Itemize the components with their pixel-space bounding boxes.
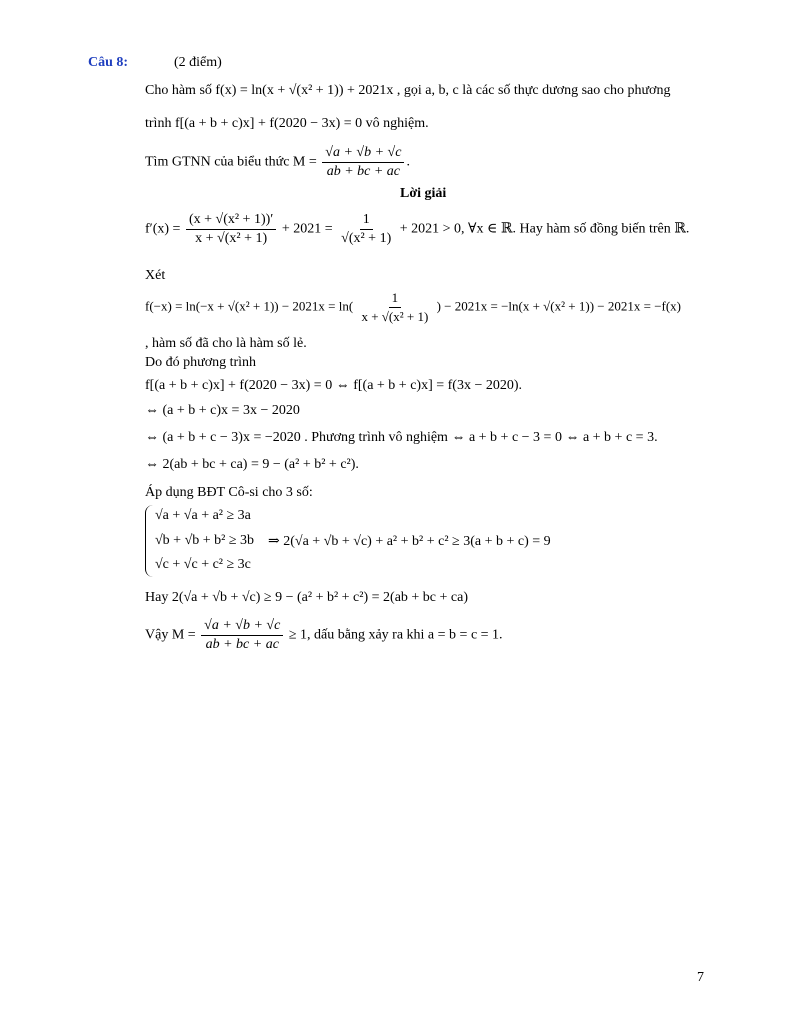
derivative-rhs: + 2021 > 0, ∀x ∈ ℝ. Hay hàm số đồng biến trên ℝ.: [399, 221, 690, 237]
system-row-2: √b + √b + b² ≥ 3b: [155, 533, 255, 548]
problem-line-3: Tìm GTNN của biểu thức M = $\frac{√a + √b + √c}{ab + bc + ac}$ .: [145, 145, 410, 179]
system-brace: [145, 505, 154, 577]
problem-line-3-prefix: Tìm GTNN của biểu thức M =: [145, 154, 317, 170]
derivative-fraction-1: [186, 212, 276, 247]
problem-fraction: [322, 145, 404, 180]
odd-fraction-numerator: 1: [389, 290, 402, 308]
system-row-1: √a + √a + a² ≥ 3a: [155, 508, 251, 523]
derivative-fraction-1-numerator: (x + √(x² + 1))′: [186, 212, 276, 230]
equation-2: ⇔ (a + b + c)x = 3x − 2020: [145, 403, 300, 418]
derivative-fraction-1-denominator: x + √(x² + 1): [195, 231, 268, 246]
equation-1-text: f[(a + b + c)x] + f(2020 − 3x) = 0 ⇔ f[(a + b + c)x] = f(3x − 2020): [145, 378, 519, 393]
odd-rhs: ) − 2021x = −ln(x + √(x² + 1)) − 2021x = −f(x): [436, 298, 682, 314]
conclusion-fraction-denominator: ab + bc + ac: [205, 637, 279, 652]
conclusion-suffix: ≥ 1, dấu bằng xảy ra khi a = b = c = 1.: [288, 627, 503, 643]
equation-1: [145, 378, 522, 394]
system-row-3: √c + √c + c² ≥ 3c: [155, 557, 251, 572]
problem-line-1: Cho hàm số f(x) = ln(x + √(x² + 1)) + 2021x , gọi a, b, c là các số thực dương sao cho phương: [145, 83, 671, 98]
conclusion-fraction: [201, 618, 283, 653]
derivative-mid: + 2021 =: [281, 221, 333, 237]
system-implication: ⇒ 2(√a + √b + √c) + a² + b² + c² ≥ 3(a + b + c) = 9: [268, 534, 551, 549]
odd-lhs: f(−x) = ln(−x + √(x² + 1)) − 2021x = ln(: [145, 298, 354, 314]
page-number: 7: [697, 970, 704, 985]
solution-title: Lời giải: [400, 186, 447, 201]
equation-4: ⇔ 2(ab + bc + ca) = 9 − (a² + b² + c²).: [145, 457, 359, 472]
derivative-line: [145, 212, 689, 247]
question-points: (2 điểm): [174, 55, 222, 70]
odd-fraction-denominator: x + √(x² + 1): [361, 309, 429, 324]
odd-fraction: [358, 290, 431, 325]
conclusion-line: [145, 618, 503, 653]
question-label: Câu 8:: [88, 55, 129, 70]
derivative-fraction-2-numerator: 1: [360, 212, 373, 230]
xet-label: Xét: [145, 268, 166, 283]
conclusion-fraction-numerator: √a + √b + √c: [201, 618, 283, 636]
do-do-label: Do đó phương trình: [145, 355, 257, 370]
apply-am-gm-label: Áp dụng BĐT Cô-si cho 3 số:: [145, 485, 313, 500]
odd-note: , hàm số đã cho là hàm số lẻ.: [145, 336, 307, 351]
problem-fraction-numerator: √a + √b + √c: [322, 145, 404, 163]
derivative-lhs: f′(x) =: [145, 221, 181, 237]
odd-function-line: [145, 290, 681, 325]
derivative-fraction-2-denominator: √(x² + 1): [341, 231, 392, 246]
equation-1-dot: .: [518, 378, 523, 393]
equation-3: ⇔ (a + b + c − 3)x = −2020 . Phương trình vô nghiệm ⇔ a + b + c − 3 = 0 ⇔ a + b + c = 3.: [145, 430, 658, 445]
problem-line-2: trình f[(a + b + c)x] + f(2020 − 3x) = 0 vô nghiệm.: [145, 116, 429, 131]
conclusion-prefix: Vậy M =: [145, 627, 196, 643]
derivative-fraction-2: [338, 212, 394, 247]
hay-line: Hay 2(√a + √b + √c) ≥ 9 − (a² + b² + c²) = 2(ab + bc + ca): [145, 590, 468, 605]
problem-fraction-denominator: ab + bc + ac: [326, 164, 401, 179]
